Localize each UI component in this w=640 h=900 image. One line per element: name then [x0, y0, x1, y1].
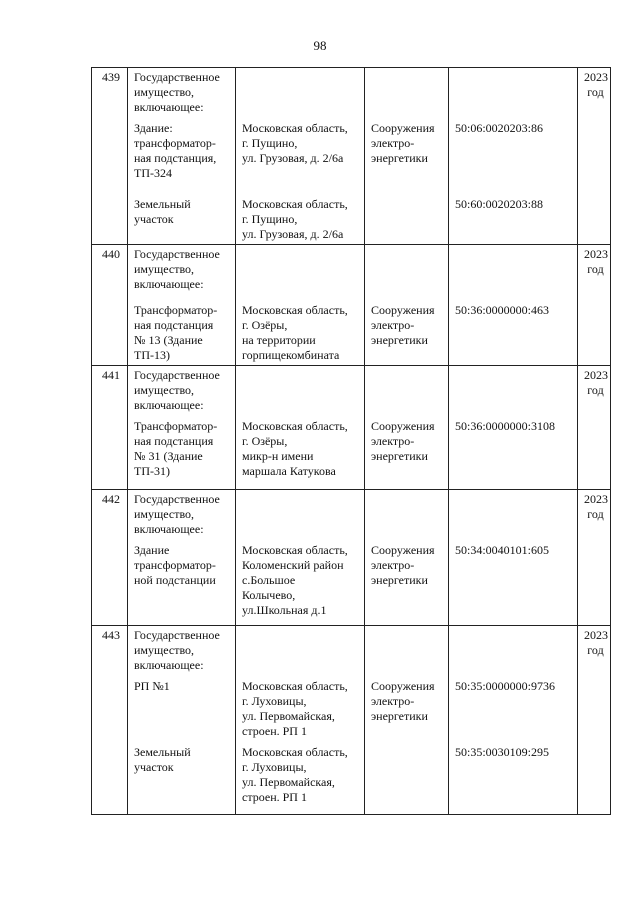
year-cell: 2023 год: [578, 490, 611, 626]
cadastral-cell: [449, 626, 578, 815]
table-row: [92, 626, 611, 815]
table-row: [92, 366, 611, 490]
address-cell: [236, 490, 365, 626]
property-name-cell: [128, 626, 236, 815]
property-header: Государственное имущество, включающее:: [134, 492, 220, 536]
property-header: Государственное имущество, включающее:: [134, 247, 220, 291]
address-cell: [236, 68, 365, 245]
property-item-name: Здание: трансформатор- ная подстанция, ТП-324: [134, 121, 217, 180]
year-cell: 2023 год: [578, 626, 611, 815]
property-header: Государственное имущество, включающее:: [134, 70, 220, 114]
property-registry-table: [91, 67, 611, 815]
address-cell: [236, 626, 365, 815]
cadastral-number: 50:06:0020203:86: [455, 121, 544, 135]
purpose-cell: [365, 490, 449, 626]
year-cell: 2023 год: [578, 366, 611, 490]
property-name-cell: [128, 68, 236, 245]
row-number: 441: [92, 366, 128, 490]
purpose-cell: [365, 626, 449, 815]
table-row: [92, 68, 611, 245]
property-address: Московская область, г. Пущино, ул. Грузовая, д. 2/6а: [242, 197, 348, 241]
property-item-name: Земельный участок: [134, 197, 191, 226]
property-item-name: Трансформатор- ная подстанция № 13 (Здание ТП-13): [134, 303, 218, 362]
property-item-name: Здание трансформатор- ной подстанции: [134, 543, 216, 587]
property-header: Государственное имущество, включающее:: [134, 368, 220, 412]
page-number: 98: [313, 38, 327, 53]
property-address: Московская область, г. Пущино, ул. Грузовая, д. 2/6а: [242, 121, 348, 165]
cadastral-cell: [449, 490, 578, 626]
property-address: Московская область, г. Луховицы, ул. Первомайская, строен. РП 1: [242, 679, 348, 738]
property-header: Государственное имущество, включающее:: [134, 628, 220, 672]
table-row: [92, 245, 611, 366]
row-number: 440: [92, 245, 128, 366]
address-cell: [236, 366, 365, 490]
property-address: Московская область, г. Луховицы, ул. Первомайская, строен. РП 1: [242, 745, 348, 804]
cadastral-cell: [449, 68, 578, 245]
property-address: Московская область, Коломенский район с.Большое Колычево, ул.Школьная д.1: [242, 543, 348, 617]
property-name-cell: [128, 245, 236, 366]
cadastral-number: 50:36:0000000:463: [455, 303, 550, 317]
cadastral-cell: [449, 366, 578, 490]
property-purpose: Сооружения электро- энергетики: [371, 303, 435, 347]
row-number: 439: [92, 68, 128, 245]
year-cell: 2023 год: [578, 68, 611, 245]
year-cell: 2023 год: [578, 245, 611, 366]
property-address: Московская область, г. Озёры, микр-н имени маршала Катукова: [242, 419, 348, 478]
table-row: [92, 490, 611, 626]
property-address: Московская область, г. Озёры, на территории горпищекомбината: [242, 303, 348, 362]
property-item-name: Земельный участок: [134, 745, 191, 774]
property-name-cell: [128, 490, 236, 626]
cadastral-number: 50:35:0000000:9736: [455, 679, 556, 693]
cadastral-number: 50:60:0020203:88: [455, 197, 544, 211]
cadastral-cell: [449, 245, 578, 366]
property-purpose: Сооружения электро- энергетики: [371, 543, 435, 587]
cadastral-number: 50:36:0000000:3108: [455, 419, 556, 433]
purpose-cell: [365, 366, 449, 490]
address-cell: [236, 245, 365, 366]
property-name-cell: [128, 366, 236, 490]
row-number: 442: [92, 490, 128, 626]
cadastral-number: 50:35:0030109:295: [455, 745, 550, 759]
property-purpose: Сооружения электро- энергетики: [371, 419, 435, 463]
purpose-cell: [365, 68, 449, 245]
property-item-name: РП №1: [134, 679, 170, 693]
row-number: 443: [92, 626, 128, 815]
property-purpose: Сооружения электро- энергетики: [371, 121, 435, 165]
property-item-name: Трансформатор- ная подстанция № 31 (Здание ТП-31): [134, 419, 218, 478]
purpose-cell: [365, 245, 449, 366]
property-purpose: Сооружения электро- энергетики: [371, 679, 435, 723]
cadastral-number: 50:34:0040101:605: [455, 543, 550, 557]
